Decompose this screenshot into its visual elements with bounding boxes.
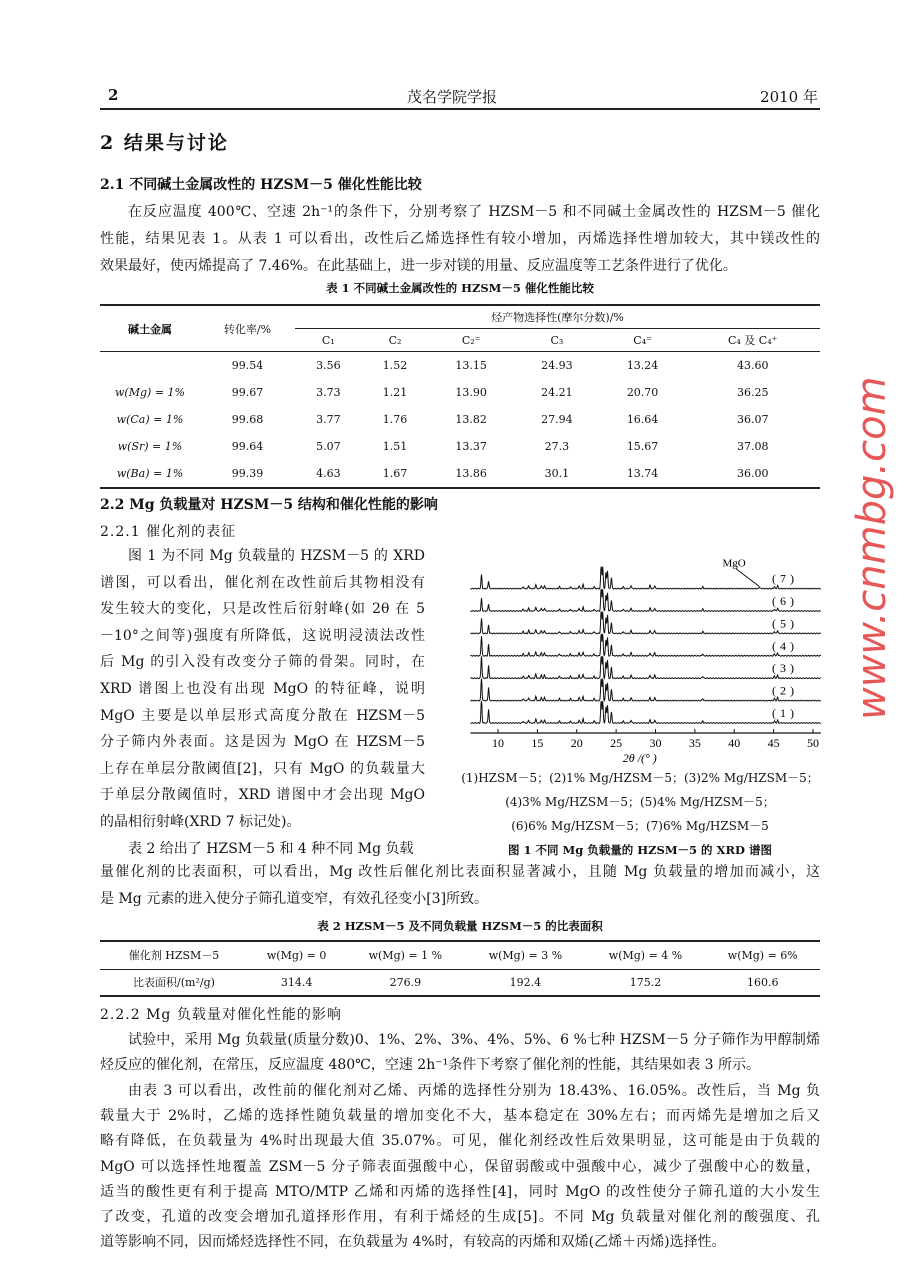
text-line: 适当的酸性更有利于提高 MTO/MTP 乙烯和丙烯的选择性[4]，同时 MgO 的改性使分子筛孔道的大小发生 [100,1183,820,1200]
table2-cell: 160.6 [747,975,779,989]
th-subcol: C₄⁼ [633,333,652,347]
table-row [100,352,820,380]
text-line: 量催化剂的比表面积，可以看出，Mg 改性后催化剂比表面积显著减小，且随 Mg 负载量的增加而减小，这 [100,864,820,880]
text-line: 是 Mg 元素的进入使分子筛孔道变窄，有效孔径变小[3]所致。 [100,891,489,907]
table-cell: 99.39 [231,467,264,480]
text-line: 载量大于 2%时，乙烯的选择性随负载量的增加变化不大，基本稳定在 30%左右；而丙烯先是增加之后又 [100,1107,820,1124]
x-tick-label: 20 [570,736,583,750]
text-line: 的晶相衍射峰(XRD 7 标记处)。 [100,814,301,830]
table-cell: 1.52 [382,359,408,372]
section-2-2-heading: 2.2 Mg 负载量对 HZSM－5 结构和催化性能的影响 [100,497,438,513]
xrd-trace-1 [470,701,821,723]
table-row [100,460,820,488]
table2-header-row [100,941,820,969]
text-line: MgO 主要是以单层形式高度分散在 HZSM－5 [100,707,425,724]
xrd-trace-3 [470,656,821,678]
xrd-trace-7 [470,567,821,589]
text-line: 发生较大的变化，只是改性后衍射峰(如 2θ 在 5 [100,601,425,618]
table-cell: w(Ba) = 1% [116,467,184,480]
text-line: 由表 3 可以看出，改性前的催化剂对乙烯、丙烯的选择性分别为 18.43%、16.05%。改性后，当 Mg 负 [128,1082,820,1099]
text-line: 上存在单层分散阈值[2]，只有 MgO 的负载量大 [100,760,425,777]
text-line: 试验中，采用 Mg 负载量(质量分数)0、1%、2%、3%、4%、5%、6 %七种 HZSM－5 分子筛作为甲醇制烯 [128,1032,820,1048]
xrd-trace-6 [470,589,821,611]
table-row [100,379,820,406]
table-row [100,406,820,433]
th-conversion: 转化率/% [200,305,295,352]
figure1-caption: 图 1 不同 Mg 负载量的 HZSM－5 的 XRD 谱图 [507,843,773,857]
table-cell: 3.73 [316,386,341,399]
section-2-2-1-heading: 2.2.1 催化剂的表征 [100,524,237,540]
table2 [100,940,820,997]
table2-caption: 表 2 HZSM－5 及不同负载量 HZSM－5 的比表面积 [317,919,603,933]
table-cell: 15.67 [626,440,659,453]
watermark: www.cnmbg.com [849,376,895,720]
text-line: 图 1 为不同 Mg 负载量的 HZSM－5 的 XRD [128,548,425,564]
trace-label: (7) [772,571,798,586]
table-cell: 13.74 [626,467,659,480]
table-cell: w(Mg) = 1% [115,386,185,399]
table-cell: 24.93 [541,359,573,372]
table2-header: 催化剂 HZSM－5 [128,949,220,963]
table-cell: 3.56 [316,359,341,372]
table-cell: 4.63 [316,467,341,480]
journal-year: 2010 年 [760,88,818,106]
table2-cell: 比表面积/(m²/g) [133,976,215,990]
table-cell: 3.77 [316,413,341,426]
x-axis-label: 2θ /(° ) [622,751,657,765]
table2-cell: 314.4 [280,975,313,989]
x-tick-label: 50 [807,736,819,750]
xrd-trace-4 [470,634,821,656]
text-line: 效果最好，使丙烯提高了 7.46%。在此基础上，进一步对镁的用量、反应温度等工艺条件进行了优化。 [100,258,737,274]
x-tick-label: 45 [767,736,780,750]
table-cell: 16.64 [626,413,659,426]
th-subcol: C₄ 及 C₄⁺ [727,334,778,347]
th-subcol: C₃ [550,333,564,347]
table-cell: w(Ca) = 1% [116,413,184,426]
table2-data-row [100,969,820,996]
table-cell: 27.3 [544,440,570,453]
table-row [100,433,820,460]
trace-label: (5) [772,616,798,631]
trace-label: (2) [772,683,798,698]
x-tick-label: 10 [492,736,504,750]
text-line: －10°之间等)强度有所降低，这说明浸渍法改性 [100,627,425,644]
table-cell: 1.67 [382,467,408,480]
x-tick-label: 15 [531,736,544,750]
table-cell: 36.00 [736,467,769,480]
section-2-1-heading: 2.1 不同碱土金属改性的 HZSM－5 催化性能比较 [100,177,422,193]
table1-caption: 表 1 不同碱土金属改性的 HZSM－5 催化性能比较 [326,281,594,295]
mgo-arrow [736,569,760,587]
text-line: 后 Mg 的引入没有改变分子筛的骨架。同时，在 [100,654,425,671]
text-line: 略有降低，在负载量为 4%时出现最大值 35.07%。可见，催化剂经改性后效果明显，这可能是由于负载的 [100,1133,820,1150]
xrd-trace-5 [470,611,821,633]
text-line: MgO 可以选择性地覆盖 ZSM－5 分子筛表面强酸中心，保留弱酸或中强酸中心，减少了强酸中心的数量， [100,1158,820,1175]
x-tick-label: 40 [728,736,741,750]
th-metal: 碱土金属 [100,305,200,352]
figure-legend-line: (4)3% Mg/HZSM－5；(5)4% Mg/HZSM－5； [505,795,775,809]
trace-label: (6) [772,594,798,608]
header-rule [100,108,820,110]
th-subcol: C₂ [388,333,402,347]
section-title: 2 结果与讨论 [100,132,229,154]
table-cell: 36.25 [736,386,769,399]
table2-header: w(Mg) = 4 % [608,948,683,962]
trace-label: (4) [772,638,798,653]
trace-label: (3) [772,661,798,676]
text-line: 分子筛内外表面。这是因为 MgO 在 HZSM－5 [100,734,425,751]
table-cell: 24.21 [541,386,573,399]
table-cell: 99.54 [231,359,264,372]
table-cell: 27.94 [541,413,573,426]
table-cell [100,352,200,380]
table-cell: 1.21 [382,386,408,399]
table-cell: 13.24 [626,359,659,372]
x-tick-label: 25 [610,736,623,750]
table-cell: 43.60 [736,359,769,372]
section-2-2-2-heading: 2.2.2 Mg 负载量对催化性能的影响 [100,1007,342,1023]
table1-body [100,352,820,489]
table-cell: 37.08 [736,440,769,453]
table1 [100,304,820,489]
figure-legend-line: (1)HZSM－5；(2)1% Mg/HZSM－5；(3)2% Mg/HZSM－5； [461,771,819,785]
table2-header: w(Mg) = 1 % [368,948,443,962]
table2-cell: 175.2 [629,975,662,989]
table-cell: 1.76 [382,413,408,426]
table-cell: 99.64 [231,440,264,453]
text-line: 于单层分散阈值时，XRD 谱图中才会出现 MgO [100,787,425,804]
text-line: 表 2 给出了 HZSM－5 和 4 种不同 Mg 负载 [128,840,414,857]
table-cell: 36.07 [736,413,769,426]
th-selectivity: 烃产物选择性(摩尔分数)/% [295,305,820,329]
table-cell: 20.70 [626,386,659,399]
table-cell: 99.67 [231,386,264,399]
table2-header: w(Mg) = 0 [266,948,327,962]
th-subcol: C₁ [321,333,335,347]
text-line: 在反应温度 400℃、空速 2h⁻¹的条件下，分别考察了 HZSM－5 和不同碱土金属改性的 HZSM－5 催化 [128,204,820,220]
table-cell: 13.15 [455,359,487,372]
text-line: 了改变，孔道的改变会增加孔道择形作用，有利于烯烃的生成[5]。不同 Mg 负载量对催化剂的酸强度、孔 [100,1209,820,1226]
table2-header: w(Mg) = 6% [727,948,798,962]
text-line: 道等影响不同，因而烯烃选择性不同，在负载量为 4%时，有较高的丙烯和双烯(乙烯＋丙烯)选择性。 [100,1234,726,1251]
table-cell: 13.90 [455,386,487,399]
text-line: 性能，结果见表 1。从表 1 可以看出，改性后乙烯选择性有较小增加，丙烯选择性增加较大，其中镁改性的 [100,231,820,247]
th-subcol: C₂⁼ [461,333,481,347]
x-tick-label: 35 [688,736,701,750]
text-line: XRD 谱图上也没有出现 MgO 的特征峰，说明 [100,681,425,697]
mgo-annotation: MgO [722,557,746,570]
table-cell: 99.68 [231,413,264,426]
table2-cell: 192.4 [509,975,542,989]
table-cell: 13.37 [455,440,487,453]
table2-cell: 276.9 [389,975,422,989]
table2-header: w(Mg) = 3 % [488,948,563,962]
table-cell: w(Sr) = 1% [117,440,183,453]
table-cell: 13.86 [455,467,487,480]
xrd-figure [440,540,840,765]
table-cell: 1.51 [382,440,408,453]
text-line: 烃反应的催化剂，在常压，反应温度 480℃，空速 2h⁻¹条件下考察了催化剂的性能，其结果如表 3 所示。 [100,1057,761,1074]
table-cell: 13.82 [455,413,487,426]
x-tick-label: 30 [649,736,662,750]
figure-legend-line: (6)6% Mg/HZSM－5；(7)6% Mg/HZSM－5 [511,819,769,833]
journal-title: 茂名学院学报 [406,88,497,106]
text-line: 谱图，可以看出，催化剂在改性前后其物相没有 [100,574,425,591]
trace-label: (1) [772,706,798,720]
table-cell: 30.1 [544,467,570,480]
xrd-trace-2 [470,679,821,701]
page-number: 2 [108,86,119,104]
table-cell: 5.07 [316,440,341,453]
